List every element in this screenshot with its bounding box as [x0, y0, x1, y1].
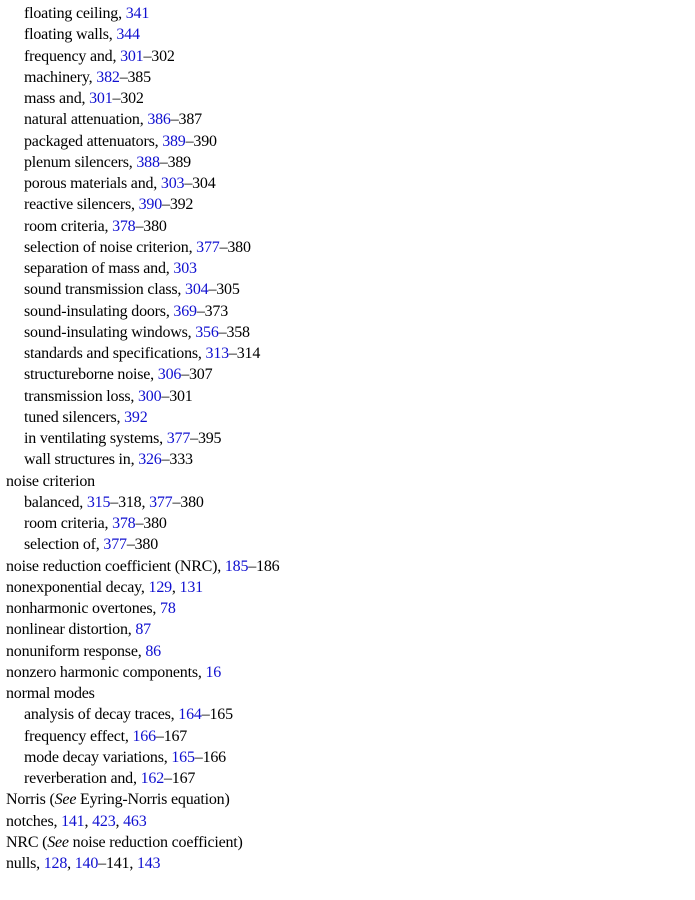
index-subentry	[0, 301, 695, 322]
index-subentry	[0, 216, 695, 237]
entry-text: balanced,	[24, 493, 87, 511]
entry-text: selection of,	[24, 536, 104, 554]
page-link[interactable]: 164	[178, 706, 202, 724]
entry-text: –302	[143, 47, 175, 65]
page-link[interactable]: 377	[166, 430, 191, 447]
entry-text: room criteria,	[24, 515, 113, 532]
entry-text: noise reduction coefficient (NRC),	[6, 557, 225, 575]
entry-text: plenum silencers,	[24, 153, 137, 171]
entry-text: ,	[84, 812, 93, 830]
entry-text: –395	[190, 430, 222, 447]
entry-text: –380	[172, 493, 204, 511]
index-subentry	[0, 258, 695, 279]
entry-text: transmission loss,	[24, 387, 138, 405]
index-subentry	[0, 88, 695, 109]
index-subentry	[0, 237, 695, 258]
entry-text: –167	[155, 727, 188, 745]
entry-text: sound-insulating doors,	[24, 302, 174, 320]
index-subentry	[0, 768, 695, 789]
entry-text: –390	[185, 132, 217, 150]
entry-text: nonharmonic overtones,	[6, 600, 161, 617]
index-subentry	[0, 726, 695, 747]
index-entry	[0, 619, 695, 640]
entry-text: separation of mass and,	[24, 260, 174, 277]
page-link[interactable]: 378	[112, 515, 136, 532]
page-link[interactable]: 185	[224, 557, 249, 575]
page-link[interactable]: 162	[140, 770, 164, 787]
index-subentry	[0, 67, 695, 88]
index-subentry	[0, 46, 695, 67]
entry-text: –167	[164, 770, 196, 787]
entry-text: analysis of decay traces,	[24, 706, 179, 724]
page-link[interactable]: 140	[74, 855, 99, 872]
index-entry	[0, 853, 695, 874]
entry-text: frequency and,	[24, 47, 121, 65]
index-entry	[0, 598, 695, 619]
page-link[interactable]: 423	[92, 812, 116, 830]
entry-text: nonlinear distortion,	[6, 621, 136, 639]
entry-text: Eyring-Norris equation)	[76, 791, 230, 809]
entry-text: NRC (	[6, 833, 48, 851]
entry-text: –318,	[110, 493, 150, 511]
entry-text: ,	[67, 855, 75, 872]
entry-text: –165	[201, 706, 233, 724]
index-entry	[0, 471, 695, 492]
page-link[interactable]: 86	[145, 642, 161, 660]
entry-text: in ventilating systems,	[24, 430, 167, 447]
entry-text: packaged attenuators,	[24, 132, 163, 150]
entry-text: notches,	[6, 812, 62, 830]
entry-text: normal modes	[6, 685, 95, 702]
page-link[interactable]: 382	[96, 68, 120, 86]
page-link[interactable]: 87	[135, 621, 151, 639]
entry-text: natural attenuation,	[24, 111, 148, 129]
page-link[interactable]: 131	[179, 578, 203, 596]
entry-text: –186	[248, 557, 280, 575]
entry-text: nonzero harmonic components,	[6, 663, 206, 681]
page-link[interactable]: 390	[138, 196, 163, 214]
page-link[interactable]: 306	[157, 366, 182, 384]
page-link[interactable]: 303	[160, 175, 185, 192]
entry-text: –392	[162, 196, 194, 214]
index-subentry	[0, 449, 695, 470]
index-subentry	[0, 109, 695, 130]
entry-text: –380	[126, 536, 159, 554]
index-subentry	[0, 24, 695, 45]
entry-text: –387	[170, 111, 202, 129]
entry-text: –301	[161, 387, 193, 405]
entry-text: nonuniform response,	[6, 642, 146, 660]
entry-text: porous materials and,	[24, 175, 161, 192]
entry-text: noise criterion	[6, 472, 95, 490]
page-link[interactable]: 313	[205, 345, 229, 362]
page-link[interactable]: 388	[136, 153, 160, 171]
entry-text: nulls,	[6, 855, 44, 872]
entry-text: –385	[119, 68, 151, 86]
index-subentry	[0, 3, 695, 24]
index-entry	[0, 683, 695, 704]
page-link[interactable]: 463	[123, 812, 147, 830]
page-link[interactable]: 78	[160, 600, 176, 617]
page-link[interactable]: 386	[147, 111, 171, 129]
entry-text: –305	[208, 281, 240, 299]
index-entry	[0, 577, 695, 598]
index-entry	[0, 556, 695, 577]
index-entry	[0, 789, 695, 810]
index-subentry	[0, 704, 695, 725]
page-link[interactable]: 356	[195, 323, 219, 341]
entry-text: –380	[219, 238, 251, 256]
page-link[interactable]: 301	[120, 47, 144, 65]
entry-text: ,	[115, 812, 124, 830]
entry-text: –141,	[98, 855, 137, 872]
index-subentry	[0, 343, 695, 364]
page-link[interactable]: 129	[148, 578, 172, 596]
see-reference: See	[54, 791, 77, 809]
entry-text: reactive silencers,	[24, 196, 139, 214]
index-subentry	[0, 492, 695, 513]
entry-text: frequency effect,	[24, 727, 133, 745]
entry-text: reverberation and,	[24, 770, 141, 787]
page-link[interactable]: 344	[116, 26, 140, 44]
index-entry	[0, 832, 695, 853]
index-subentry	[0, 322, 695, 343]
entry-text: mode decay variations,	[24, 748, 172, 766]
entry-text: –302	[112, 90, 144, 107]
page-link[interactable]: 326	[138, 451, 162, 469]
page-link[interactable]: 377	[196, 238, 220, 256]
entry-text: –304	[184, 175, 216, 192]
page-link[interactable]: 389	[162, 132, 186, 150]
entry-text: –307	[181, 366, 213, 384]
index-subentry	[0, 131, 695, 152]
page-link[interactable]: 141	[61, 812, 85, 830]
index-page	[0, 3, 695, 874]
index-subentry	[0, 407, 695, 428]
index-entry	[0, 811, 695, 832]
entry-text: mass and,	[24, 90, 90, 107]
page-link[interactable]: 143	[136, 855, 161, 872]
entry-text: Norris (	[6, 791, 55, 809]
entry-text: floating walls,	[24, 26, 117, 44]
entry-text: sound transmission class,	[24, 281, 186, 299]
entry-text: selection of noise criterion,	[24, 238, 197, 256]
entry-text: machinery,	[24, 68, 97, 86]
index-subentry	[0, 173, 695, 194]
page-link[interactable]: 165	[171, 748, 195, 766]
index-subentry	[0, 386, 695, 407]
entry-text: structureborne noise,	[24, 366, 158, 384]
entry-text: wall structures in,	[24, 451, 139, 469]
index-subentry	[0, 747, 695, 768]
index-subentry	[0, 194, 695, 215]
page-link[interactable]: 128	[43, 855, 68, 872]
page-link[interactable]: 377	[149, 493, 173, 511]
page-link[interactable]: 300	[138, 387, 162, 405]
entry-text: –314	[228, 345, 261, 362]
page-link[interactable]: 304	[185, 281, 209, 299]
index-subentry	[0, 513, 695, 534]
index-entry	[0, 641, 695, 662]
page-link[interactable]: 301	[89, 90, 113, 107]
index-entry	[0, 662, 695, 683]
entry-text: –333	[161, 451, 193, 469]
entry-text: room criteria,	[24, 217, 113, 235]
entry-text: sound-insulating windows,	[24, 323, 196, 341]
entry-text: –380	[135, 217, 167, 235]
entry-text: –373	[196, 302, 229, 320]
page-link[interactable]: 369	[173, 302, 197, 320]
page-link[interactable]: 16	[205, 663, 222, 681]
index-subentry	[0, 534, 695, 555]
entry-text: noise reduction coefficient)	[68, 833, 243, 851]
entry-text: nonexponential decay,	[6, 578, 149, 596]
entry-text: –380	[135, 515, 167, 532]
index-subentry	[0, 279, 695, 300]
page-link[interactable]: 378	[112, 217, 136, 235]
page-link[interactable]: 315	[86, 493, 111, 511]
entry-text: floating ceiling,	[24, 5, 126, 22]
entry-text: ,	[171, 578, 180, 596]
page-link[interactable]: 166	[132, 727, 156, 745]
index-subentry	[0, 428, 695, 449]
entry-text: –166	[194, 748, 226, 766]
page-link[interactable]: 392	[124, 408, 148, 426]
page-link[interactable]: 377	[103, 536, 127, 554]
entry-text: standards and specifications,	[24, 345, 206, 362]
index-subentry	[0, 152, 695, 173]
entry-text: –389	[159, 153, 191, 171]
see-reference: See	[47, 833, 69, 851]
index-subentry	[0, 364, 695, 385]
page-link[interactable]: 303	[173, 260, 197, 277]
entry-text: –358	[218, 323, 250, 341]
page-link[interactable]: 341	[125, 5, 150, 22]
entry-text: tuned silencers,	[24, 408, 125, 426]
